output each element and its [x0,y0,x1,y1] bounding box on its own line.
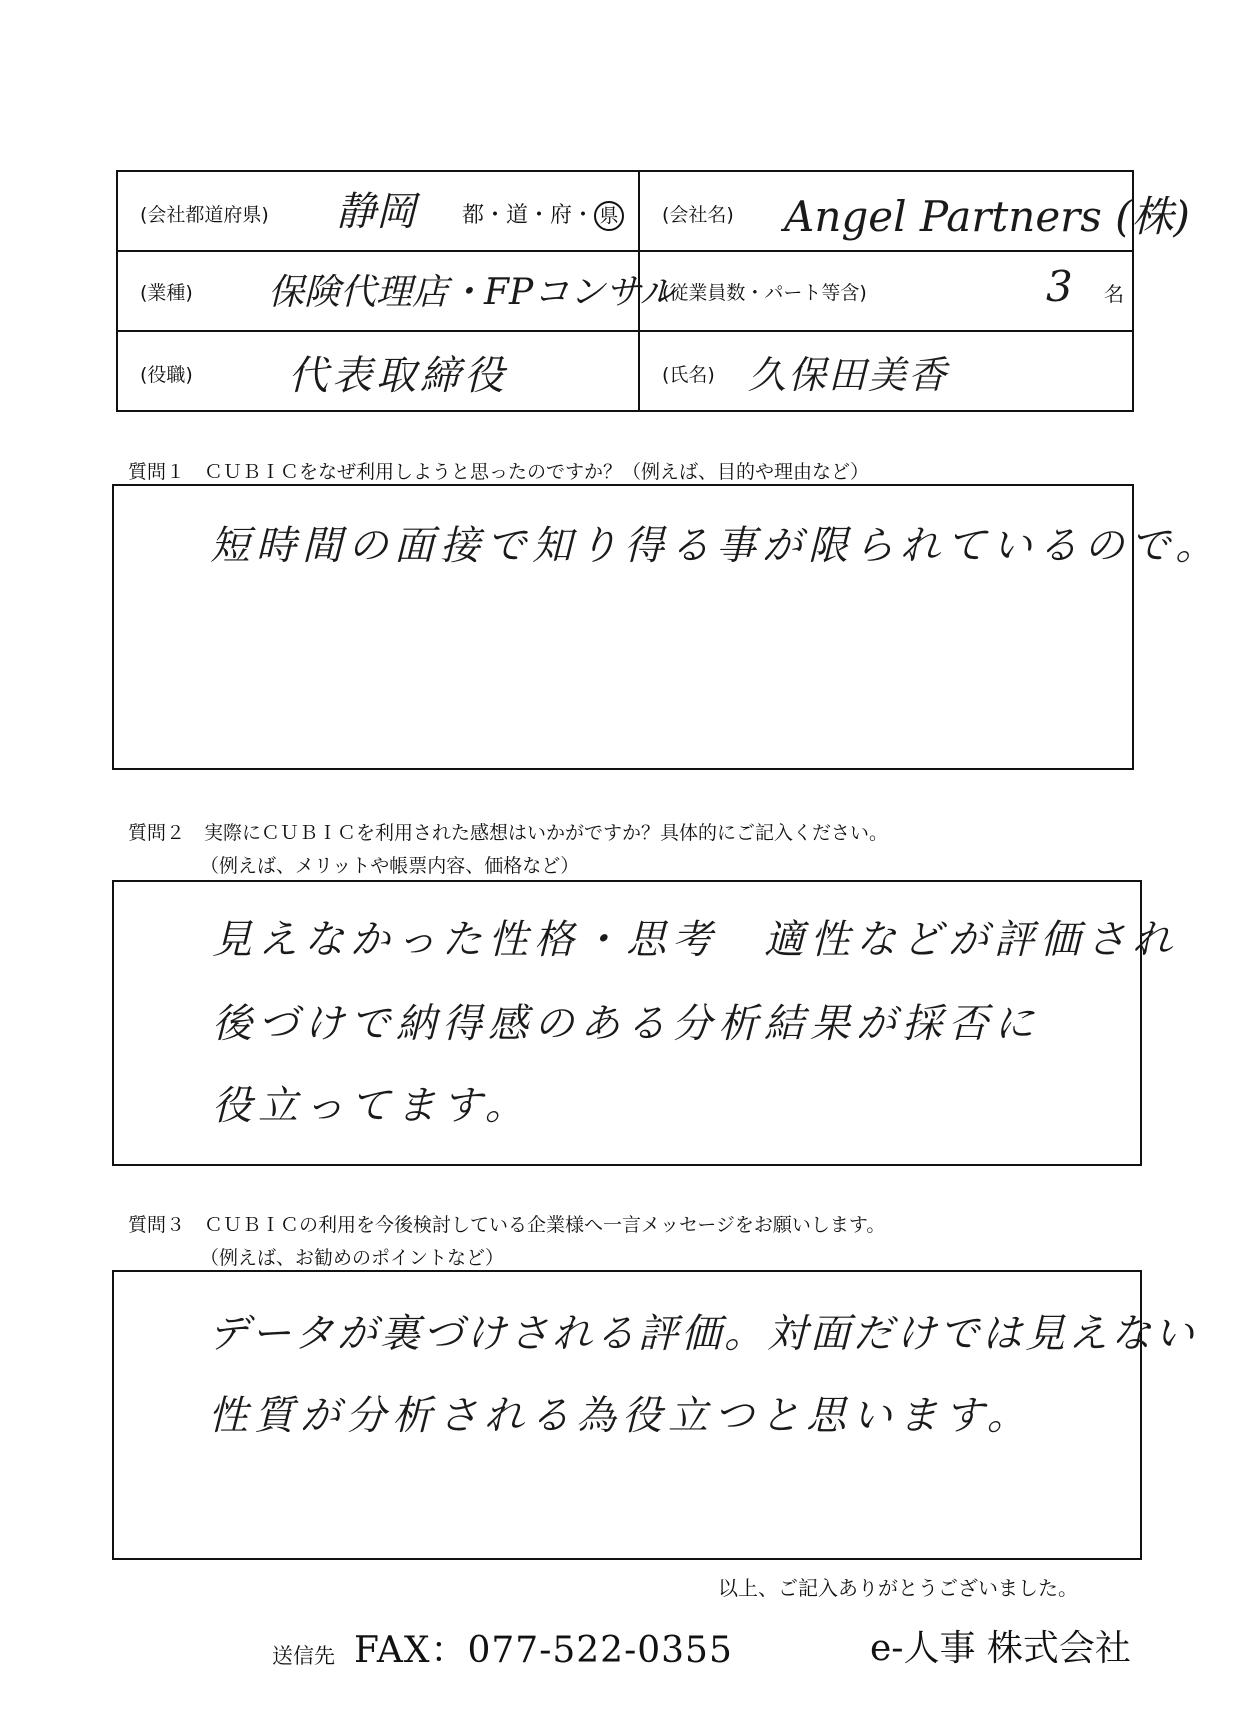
question-3-answer-line: データが裏づけされる評価。対面だけでは見えない [208,1311,1197,1357]
name-label: (氏名) [662,364,715,386]
question-1-answer-box [112,484,1222,770]
prefecture-value: 静岡 [336,189,416,235]
table-divider [118,330,1132,332]
question-3-answer-box [112,1270,1197,1560]
industry-label: (業種) [140,282,193,304]
table-divider [118,250,1132,252]
company-info-table [116,170,1190,412]
prefecture-selected-circle: 県 [594,201,624,231]
position-value: 代表取締役 [288,353,508,399]
question-1-answer-line: 短時間の面接で知り得る事が限られているので。 [210,523,1222,569]
question-1-heading: 質問１ ＣＵＢＩＣをなぜ利用しようと思ったのですか？（例えば、目的や理由など） [128,461,870,483]
question-2-answer-box [112,880,1178,1166]
employees-value: 3 [1046,262,1073,311]
question-3-heading: 質問３ ＣＵＢＩＣの利用を今後検討している企業様へ一言メッセージをお願いします。 [128,1214,886,1236]
question-2-heading: 質問２ 実際にＣＵＢＩＣを利用された感想はいかがですか？具体的にご記入ください。 [128,822,889,844]
recipient-company-name: e-人事 株式会社 [870,1628,1131,1669]
fax-label: 送信先 [272,1644,335,1668]
employees-label: (従業員数・パート等含) [662,282,867,304]
employees-unit: 名 [1104,282,1124,306]
question-2-answer-line: 後づけで納得感のある分析結果が採否に [212,1001,1040,1047]
company-value: Angel Partners (株) [784,192,1190,241]
question-2-hint: （例えば、メリットや帳票内容、価格など） [200,855,580,877]
position-label: (役職) [140,364,193,386]
fax-number: FAX：077-522-0355 [354,1630,733,1671]
company-label: (会社名) [662,204,734,226]
question-2-answer-line: 役立ってます。 [212,1083,531,1129]
prefecture-label: (会社都道府県) [140,204,269,226]
industry-value: 保険代理店・FPコンサル [268,272,676,313]
question-2-answer-line: 見えなかった性格・思考 適性などが評価され [212,917,1178,963]
question-3-hint: （例えば、お勧めのポイントなど） [200,1247,505,1269]
prefecture-options-text: 都・道・府・ [462,203,595,228]
closing-message: 以上、ご記入ありがとうございました。 [718,1576,1078,1600]
question-3-answer-line: 性質が分析される為役立つと思います。 [208,1393,1033,1439]
prefecture-options [462,198,624,231]
name-value: 久保田美香 [748,353,949,397]
